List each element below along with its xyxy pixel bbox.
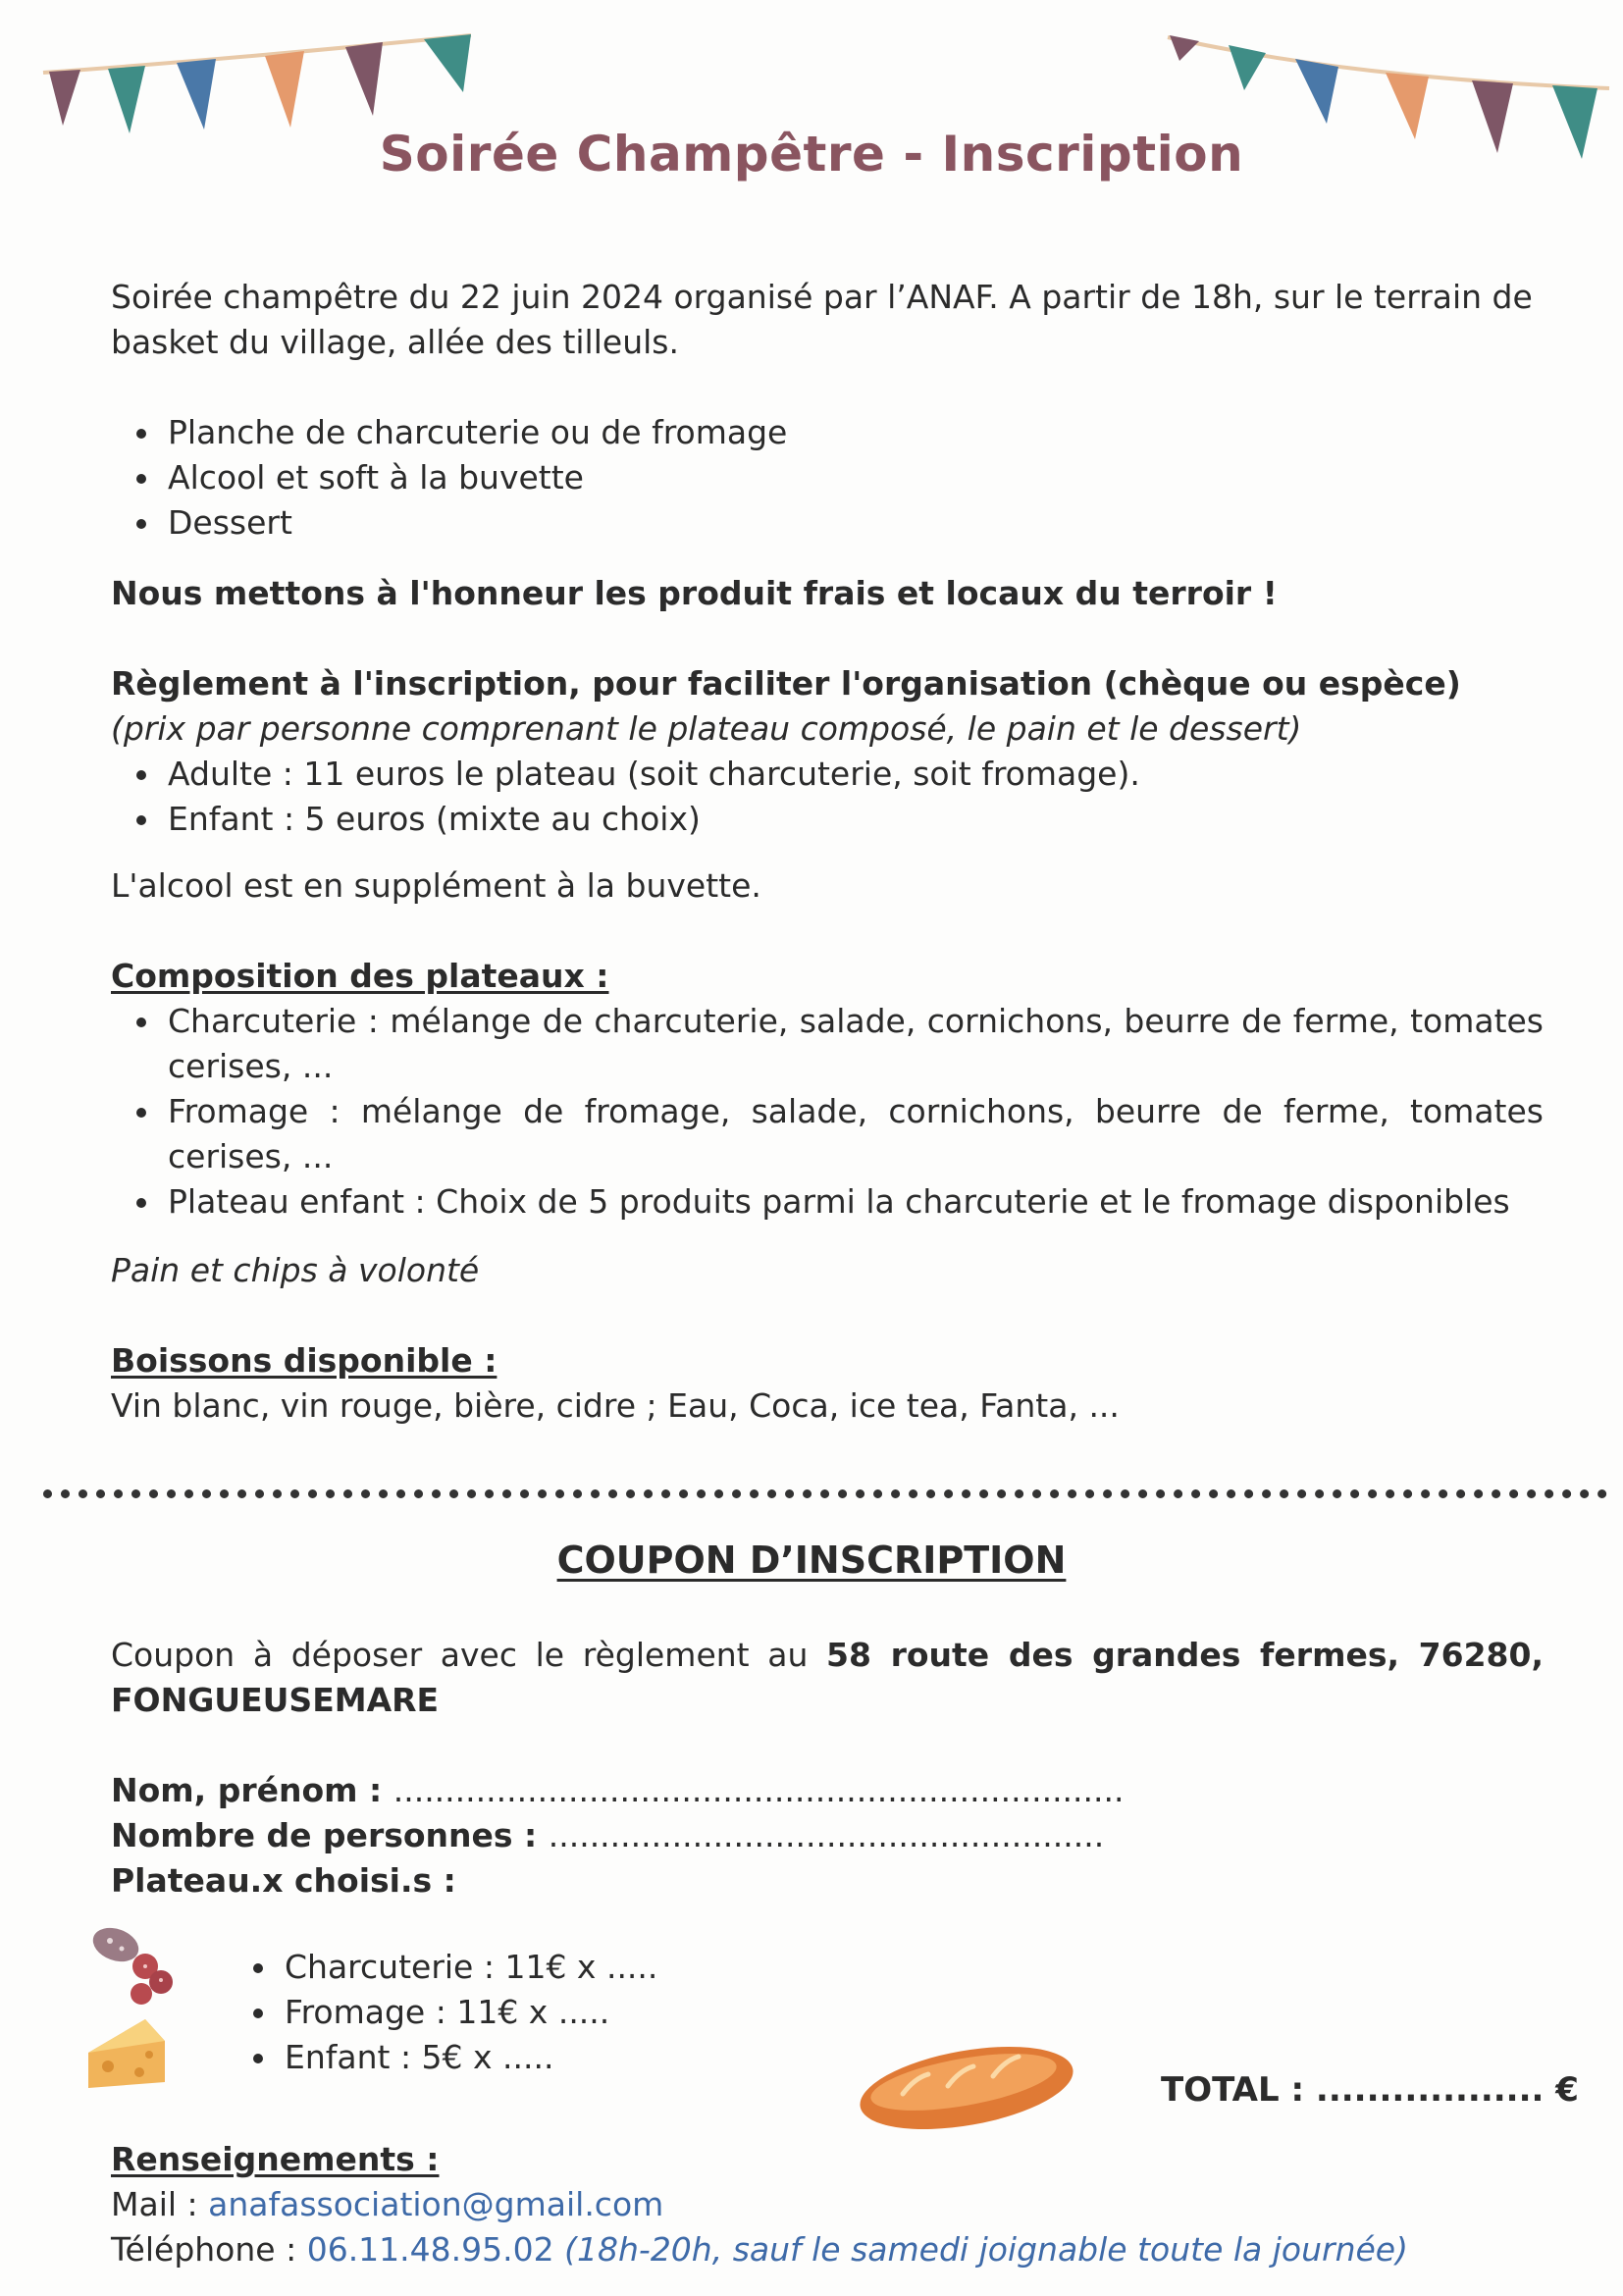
mail-link[interactable]: anafassociation@gmail.com (208, 2185, 664, 2223)
list-item: Enfant : 5 euros (mixte au choix) (111, 797, 1544, 842)
choice-fromage[interactable]: Fromage : 11€ x ..... (228, 1990, 1013, 2035)
choice-label: Plateau.x choisi.s : (111, 1861, 456, 1900)
count-field[interactable]: ...................................................... (548, 1816, 1105, 1854)
baguette-icon (854, 2031, 1079, 2143)
cheese-icon (84, 2011, 173, 2096)
total-label: TOTAL : (1161, 2070, 1305, 2110)
name-label: Nom, prénom : (111, 1771, 383, 1809)
mail-row (111, 2182, 1544, 2227)
total-row (1161, 2070, 1579, 2110)
salami-icon (84, 1923, 183, 2025)
payment-heading: Règlement à l'inscription, pour faciliter l'organisation (chèque ou espèce) (111, 664, 1461, 703)
list-item: Dessert (111, 500, 1544, 546)
deposit-address: 58 route des grandes fermes, 76280, FONGUEUSEMARE (111, 1636, 1544, 1719)
page-title: Soirée Champêtre - Inscription (379, 126, 1244, 183)
drinks-list: Vin blanc, vin rouge, bière, cidre ; Eau, Coca, ice tea, Fanta, ... (111, 1386, 1120, 1425)
intro-paragraph: Soirée champêtre du 22 juin 2024 organisé par l’ANAF. A partir de 18h, sur le terrain de basket du village, allée des tilleuls. (111, 278, 1533, 361)
phone-note: (18h-20h, sauf le samedi joignable toute la journée) (564, 2230, 1408, 2269)
event-info (111, 275, 1544, 1429)
choice-charcuterie[interactable]: Charcuterie : 11€ x ..... (228, 1945, 1013, 1990)
contact-heading: Renseignements : (111, 2140, 440, 2178)
mail-label: Mail : (111, 2185, 198, 2223)
offer-list (111, 410, 1544, 546)
list-item: Planche de charcuterie ou de fromage (111, 410, 1544, 455)
deposit-text: Coupon à déposer avec le règlement au (111, 1636, 809, 1674)
payment-note: (prix par personne comprenant le plateau composé, le pain et le dessert) (111, 709, 1302, 748)
list-item: Charcuterie : mélange de charcuterie, salade, cornichons, beurre de ferme, tomates cerises, ... (111, 999, 1544, 1089)
count-row (111, 1813, 1544, 1858)
highlight-text: Nous mettons à l'honneur les produit frais et locaux du terroir ! (111, 574, 1278, 612)
name-field[interactable]: ....................................................................... (393, 1771, 1125, 1809)
bread-note: Pain et chips à volonté (111, 1251, 480, 1289)
list-item: Plateau enfant : Choix de 5 produits parmi la charcuterie et le fromage disponibles (111, 1179, 1544, 1225)
list-item: Adulte : 11 euros le plateau (soit charcuterie, soit fromage). (111, 752, 1544, 797)
composition-list (111, 999, 1544, 1225)
total-currency: € (1555, 2070, 1579, 2110)
alcohol-note: L'alcool est en supplément à la buvette. (111, 866, 761, 905)
phone-link[interactable]: 06.11.48.95.02 (306, 2230, 554, 2269)
coupon-title: COUPON D’INSCRIPTION (556, 1539, 1067, 1582)
list-item: Fromage : mélange de fromage, salade, cornichons, beurre de ferme, tomates cerises, ... (111, 1089, 1544, 1179)
contact-section (111, 2137, 1544, 2272)
count-label: Nombre de personnes : (111, 1816, 538, 1854)
total-field[interactable]: .................. (1315, 2070, 1544, 2110)
choice-enfant[interactable]: Enfant : 5€ x ..... (228, 2035, 1013, 2080)
drinks-heading: Boissons disponible : (111, 1341, 497, 1380)
phone-row (111, 2227, 1544, 2272)
phone-label: Téléphone : (111, 2230, 297, 2269)
name-row (111, 1768, 1544, 1813)
coupon-form (111, 1633, 1544, 1904)
deposit-paragraph (111, 1633, 1544, 1723)
composition-heading: Composition des plateaux : (111, 957, 609, 995)
cut-line (43, 1489, 1607, 1498)
price-list (111, 752, 1544, 842)
list-item: Alcool et soft à la buvette (111, 455, 1544, 500)
